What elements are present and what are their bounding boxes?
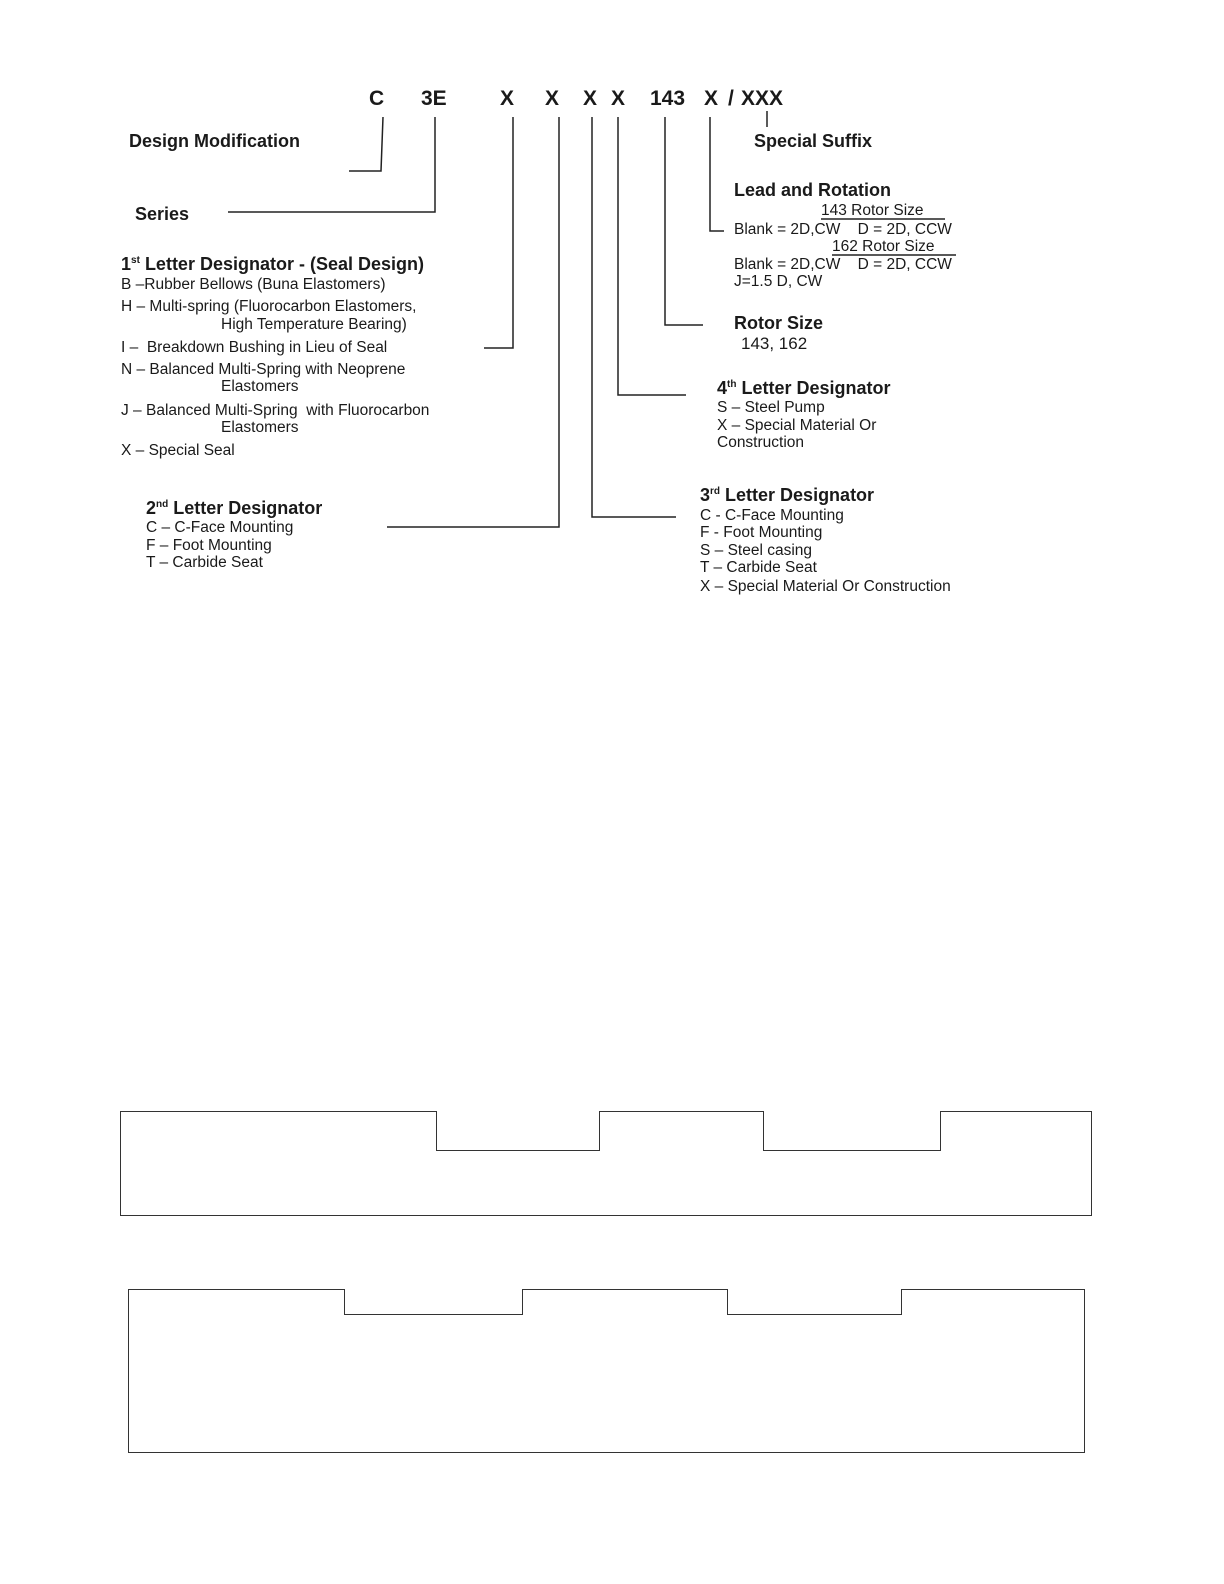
lead-rotation-sub-162: 162 Rotor Size bbox=[832, 238, 935, 255]
code-series: 3E bbox=[421, 87, 447, 110]
line-letter3 bbox=[592, 117, 676, 517]
letter1-item-i: I – Breakdown Bushing in Lieu of Seal bbox=[121, 339, 388, 356]
line-letter2 bbox=[387, 117, 559, 527]
code-suffix: XXX bbox=[741, 87, 784, 110]
code-slash: / bbox=[728, 87, 734, 110]
letter1-item-h: H – Multi-spring (Fluorocarbon Elastomers, bbox=[121, 298, 417, 315]
lead-rotation-line-j: J=1.5 D, CW bbox=[734, 273, 823, 290]
letter2-item-f: F – Foot Mounting bbox=[146, 537, 272, 554]
letter3-item-f: F - Foot Mounting bbox=[700, 524, 823, 541]
letter1-item-b: B –Rubber Bellows (Buna Elastomers) bbox=[121, 276, 386, 293]
blank-tab-lower-right bbox=[727, 1289, 902, 1315]
lead-rotation-line-143: Blank = 2D,CW D = 2D, CCW bbox=[734, 221, 952, 238]
letter4-sup: th bbox=[727, 379, 737, 390]
blank-box-lower bbox=[128, 1289, 1085, 1453]
letter3-heading bbox=[700, 485, 874, 506]
letter3-num: 3 bbox=[700, 485, 711, 505]
letter3-item-c: C - C-Face Mounting bbox=[700, 507, 844, 524]
special-suffix-label: Special Suffix bbox=[754, 131, 873, 151]
letter1-item-x: X – Special Seal bbox=[121, 442, 235, 459]
letter2-item-t: T – Carbide Seat bbox=[146, 554, 263, 571]
letter3-item-x: X – Special Material Or Construction bbox=[700, 578, 951, 595]
blank-tab-lower-left bbox=[344, 1289, 523, 1315]
letter3-title: Letter Designator bbox=[725, 485, 875, 505]
letter1-item-n: N – Balanced Multi-Spring with Neoprene bbox=[121, 361, 406, 378]
code-letter3: X bbox=[583, 87, 598, 110]
letter4-item-x-cont: Construction bbox=[717, 434, 805, 451]
line-rotor bbox=[665, 117, 703, 325]
letter1-item-j: J – Balanced Multi-Spring with Fluorocarbon bbox=[121, 402, 430, 419]
letter1-title: Letter Designator - (Seal Design) bbox=[144, 254, 424, 274]
code-design-mod: C bbox=[369, 87, 385, 110]
blank-box-upper bbox=[120, 1111, 1092, 1216]
lead-rotation-title: Lead and Rotation bbox=[734, 180, 891, 200]
lead-rotation-line-162: Blank = 2D,CW D = 2D, CCW bbox=[734, 256, 952, 273]
letter3-item-s: S – Steel casing bbox=[700, 542, 813, 559]
letter4-item-x: X – Special Material Or bbox=[717, 417, 877, 434]
letter4-num: 4 bbox=[717, 378, 728, 398]
letter1-item-n-cont: Elastomers bbox=[221, 378, 299, 395]
letter1-heading bbox=[121, 254, 424, 275]
letter3-item-t: T – Carbide Seat bbox=[700, 559, 817, 576]
line-design-mod bbox=[349, 117, 383, 171]
letter4-title: Letter Designator bbox=[741, 378, 891, 398]
code-lead: X bbox=[704, 87, 719, 110]
letter2-item-c: C – C-Face Mounting bbox=[146, 519, 294, 536]
blank-tab-upper-left bbox=[436, 1111, 600, 1151]
line-letter4 bbox=[618, 117, 686, 395]
letter1-sup: st bbox=[131, 255, 140, 266]
letter2-sup: nd bbox=[156, 499, 169, 510]
letter4-heading bbox=[717, 378, 891, 399]
letter1-item-h-cont: High Temperature Bearing) bbox=[221, 316, 407, 333]
letter2-heading bbox=[146, 498, 322, 519]
letter2-num: 2 bbox=[146, 498, 157, 518]
letter1-num: 1 bbox=[121, 254, 132, 274]
blank-tab-upper-right bbox=[763, 1111, 941, 1151]
rotor-size-title: Rotor Size bbox=[734, 313, 824, 333]
letter4-item-s: S – Steel Pump bbox=[717, 399, 825, 416]
rotor-size-values: 143, 162 bbox=[741, 334, 808, 353]
design-modification-label: Design Modification bbox=[129, 131, 300, 151]
line-letter1 bbox=[484, 117, 513, 348]
code-letter4: X bbox=[611, 87, 626, 110]
code-letter2: X bbox=[545, 87, 560, 110]
code-rotor: 143 bbox=[650, 87, 686, 110]
code-letter1: X bbox=[500, 87, 515, 110]
series-label: Series bbox=[135, 204, 190, 224]
letter1-item-j-cont: Elastomers bbox=[221, 419, 299, 436]
letter2-title: Letter Designator bbox=[173, 498, 323, 518]
lead-rotation-sub-143: 143 Rotor Size bbox=[821, 202, 924, 219]
line-lead bbox=[710, 117, 724, 231]
letter3-sup: rd bbox=[710, 486, 721, 497]
